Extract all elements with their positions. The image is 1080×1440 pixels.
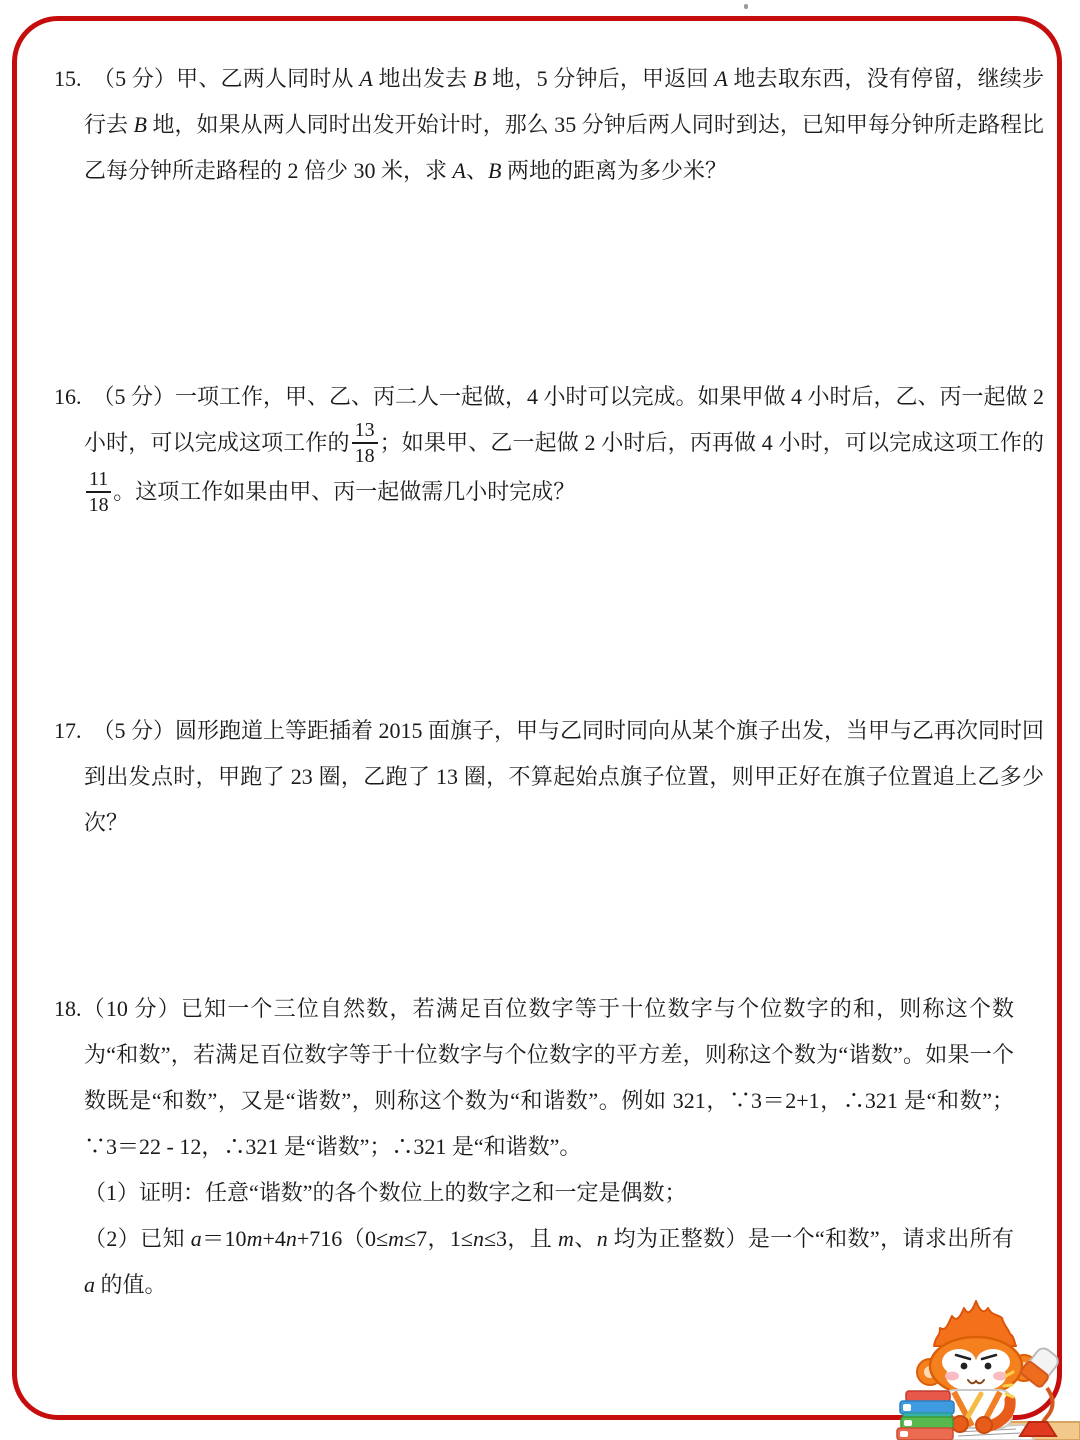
books-stack-icon — [897, 1391, 954, 1440]
problem-18-part-2: （2）已知 a＝10m+4n+716（0≤m≤7，1≤n≤3，且 m、n 均为正整数）是一个“和数”，请求出所有 a 的值。 — [84, 1226, 1014, 1297]
problem-18-text: 18.（10 分）已知一个三位自然数，若满足百位数字等于十位数字与个位数字的和，则称这个数为“和数”，若满足百位数字等于十位数字与个位数字的平方差，则称这个数为“谐数”。如果一个数既是“和数”，又是“谐数”，则称这个数为“和谐数”。例如 321，∵3＝2+1，∴321 是“和数”；∵3＝22 - 12，∴321 是“谐数”；∴321 是“和谐数”。 — [54, 996, 1014, 1159]
problem-15-text: 15. （5 分）甲、乙两人同时从 A 地出发去 B 地，5 分钟后，甲返回 A 地去取东西，没有停留，继续步行去 B 地，如果从两人同时出发开始计时，那么 35 分钟后两人同时到达，已知甲每分钟所走路程比乙每分钟所走路程的 2 倍少 30 米，求 A、B 两地的距离为多少米？ — [54, 66, 1044, 183]
monkey-mascot-illustration — [856, 1288, 1080, 1440]
scan-speck — [744, 4, 748, 9]
problem-16-text: 16. （5 分）一项工作，甲、乙、丙二人一起做，4 小时可以完成。如果甲做 4 小时后，乙、丙一起做 2 小时，可以完成这项工作的 $\frac{13}{18}$ ；如果甲、乙一起做 2 小时后，丙再做 4 小时，可以完成这项工作的 $\frac{11}{18}$ 。这项工作如果由甲、丙一起做需几小时完成？ — [54, 384, 1045, 517]
problem-18-part-1: （1）证明：任意“谐数”的各个数位上的数字之和一定是偶数； — [84, 1180, 687, 1205]
problem-17-text: 17. （5 分）圆形跑道上等距插着 2015 面旗子，甲与乙同时同向从某个旗子出发，当甲与乙再次同时回到出发点时，甲跑了 23 圈，乙跑了 13 圈，不算起始点旗子位置，则甲正好在旗子位置追上乙多少次？ — [54, 718, 1045, 835]
fraction: $\frac{11}{18}$ — [86, 468, 111, 517]
fraction: $\frac{13}{18}$ — [352, 419, 378, 468]
problem-18 — [54, 986, 1014, 1308]
